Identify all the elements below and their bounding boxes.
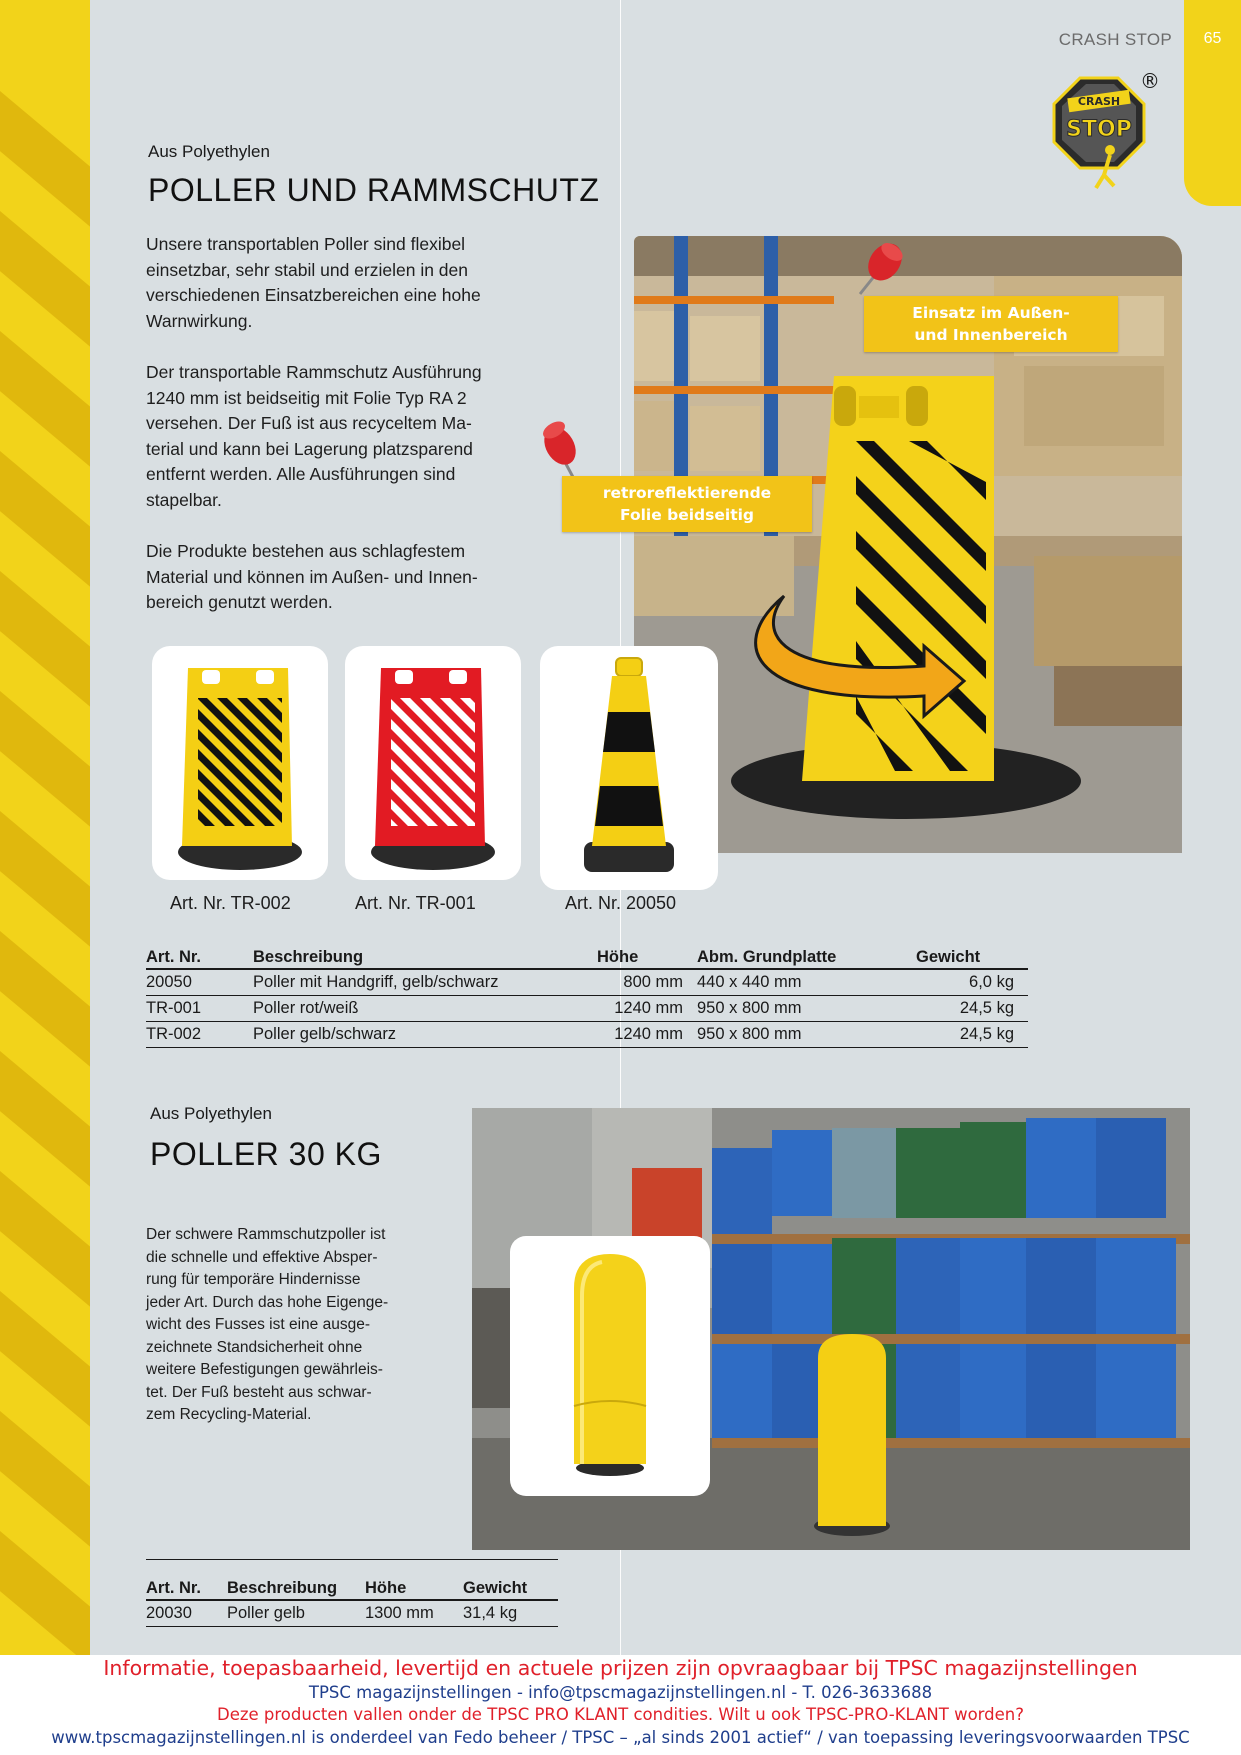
table-header-row <box>146 1578 558 1600</box>
cell-art-nr: 20030 <box>146 1600 227 1627</box>
footer-contact-line[interactable]: TPSC magazijnstellingen - info@tpscmagazijnstellingen.nl - T. 026-3633688 <box>308 1683 933 1702</box>
section1-title: POLLER UND RAMMSCHUTZ <box>148 172 600 208</box>
callout-indoor-outdoor: Einsatz im Außen- und Innenbereich <box>864 296 1118 352</box>
table2-top-rule <box>146 1559 558 1560</box>
left-stripe-band <box>0 0 90 1655</box>
cell-art-nr: TR-002 <box>146 1022 253 1048</box>
cell-gewicht: 24,5 kg <box>916 1022 1028 1048</box>
spec-table-2 <box>146 1578 558 1627</box>
col-gewicht: Gewicht <box>463 1578 558 1600</box>
cell-abm: 440 x 440 mm <box>697 969 916 996</box>
page-number: 65 <box>1203 30 1222 47</box>
footer-info-line: Informatie, toepasbaarheid, levertijd en actuele prijzen zijn opvraagbaar bij TPSC magazijnstellingen <box>103 1656 1138 1680</box>
section1-paragraph3: Die Produkte bestehen aus schlagfestem Material und können im Außen- und Innen- bereich genutzt werden. <box>146 541 478 612</box>
table-row <box>146 1022 1028 1048</box>
table-row <box>146 969 1028 996</box>
cell-art-nr: 20050 <box>146 969 253 996</box>
col-art-nr: Art. Nr. <box>146 947 253 969</box>
cell-beschreibung: Poller mit Handgriff, gelb/schwarz <box>253 969 597 996</box>
callout-reflective-foil: retroreflektierende Folie beidseitig <box>562 476 812 532</box>
crash-stop-logo <box>1038 60 1158 200</box>
section1-paragraph1: Unsere transportablen Poller sind flexibel einsetzbar, sehr stabil und erzielen in den verschiedenen Einsatzbereichen eine hohe Warnwirkung. <box>146 234 481 331</box>
col-art-nr: Art. Nr. <box>146 1578 227 1600</box>
footer-pro-klant-line: Deze producten vallen onder de TPSC PRO KLANT condities. Wilt u ook TPSC-PRO-KLANT worden? <box>216 1705 1025 1724</box>
product-card-20050 <box>540 646 718 890</box>
col-abm-grundplatte: Abm. Grundplatte <box>697 947 916 969</box>
product-card-tr002 <box>152 646 328 880</box>
section2-title: POLLER 30 KG <box>150 1136 382 1172</box>
product-label-tr001: Art. Nr. TR-001 <box>355 893 476 913</box>
logo-main-word: STOP <box>1066 117 1132 142</box>
section2-paragraph: Der schwere Rammschutzpoller ist die schnelle und effektive Absper- rung für temporäre Hindernisse jeder Art. Durch das hohe Eigenge- wicht des Fusses ist eine ausge- zeichnete Standsicherheit ohne weitere Befestigungen gewährleis- tet. Der Fuß besteht aus schwar- zem Recycling-Material. <box>146 1226 389 1423</box>
cell-beschreibung: Poller gelb/schwarz <box>253 1022 597 1048</box>
col-gewicht: Gewicht <box>916 947 1028 969</box>
section1-paragraph2: Der transportable Rammschutz Ausführung 1240 mm ist beidseitig mit Folie Typ RA 2 versehen. Der Fuß ist aus recyceltem Ma- terial und kann bei Lagerung platzsparend entfernt werden. Alle Ausführungen sind stapelbar. <box>146 362 482 510</box>
cell-gewicht: 31,4 kg <box>463 1600 558 1627</box>
registered-mark: ® <box>1140 69 1158 93</box>
cell-gewicht: 24,5 kg <box>916 996 1028 1022</box>
logo-top-word: CRASH <box>1077 95 1121 108</box>
col-hoehe: Höhe <box>365 1578 463 1600</box>
cell-abm: 950 x 800 mm <box>697 996 916 1022</box>
product-label-20050: Art. Nr. 20050 <box>565 893 677 913</box>
cell-abm: 950 x 800 mm <box>697 1022 916 1048</box>
table-header-row <box>146 947 1028 969</box>
section1-material: Aus Polyethylen <box>148 142 270 161</box>
footer-website-line[interactable]: www.tpscmagazijnstellingen.nl is onderdeel van Fedo beheer / TPSC – „al sinds 2001 actief“ / van toepassing leveringsvoorwaarden TPSC <box>51 1728 1190 1747</box>
cell-hoehe: 1240 mm <box>597 1022 697 1048</box>
section2-material: Aus Polyethylen <box>150 1104 272 1123</box>
product-card-tr001 <box>345 646 521 880</box>
cell-gewicht: 6,0 kg <box>916 969 1028 996</box>
spec-table-1 <box>146 947 1028 1048</box>
cell-hoehe: 1300 mm <box>365 1600 463 1627</box>
cell-hoehe: 800 mm <box>597 969 697 996</box>
col-beschreibung: Beschreibung <box>253 947 597 969</box>
table-row <box>146 996 1028 1022</box>
cell-beschreibung: Poller gelb <box>227 1600 365 1627</box>
section-tag: CRASH STOP <box>1058 30 1172 49</box>
cell-art-nr: TR-001 <box>146 996 253 1022</box>
col-hoehe: Höhe <box>597 947 697 969</box>
cell-hoehe: 1240 mm <box>597 996 697 1022</box>
table-row <box>146 1600 558 1627</box>
product-label-tr002: Art. Nr. TR-002 <box>170 893 291 913</box>
cell-beschreibung: Poller rot/weiß <box>253 996 597 1022</box>
poller-30kg-product-card <box>510 1236 710 1496</box>
col-beschreibung: Beschreibung <box>227 1578 365 1600</box>
